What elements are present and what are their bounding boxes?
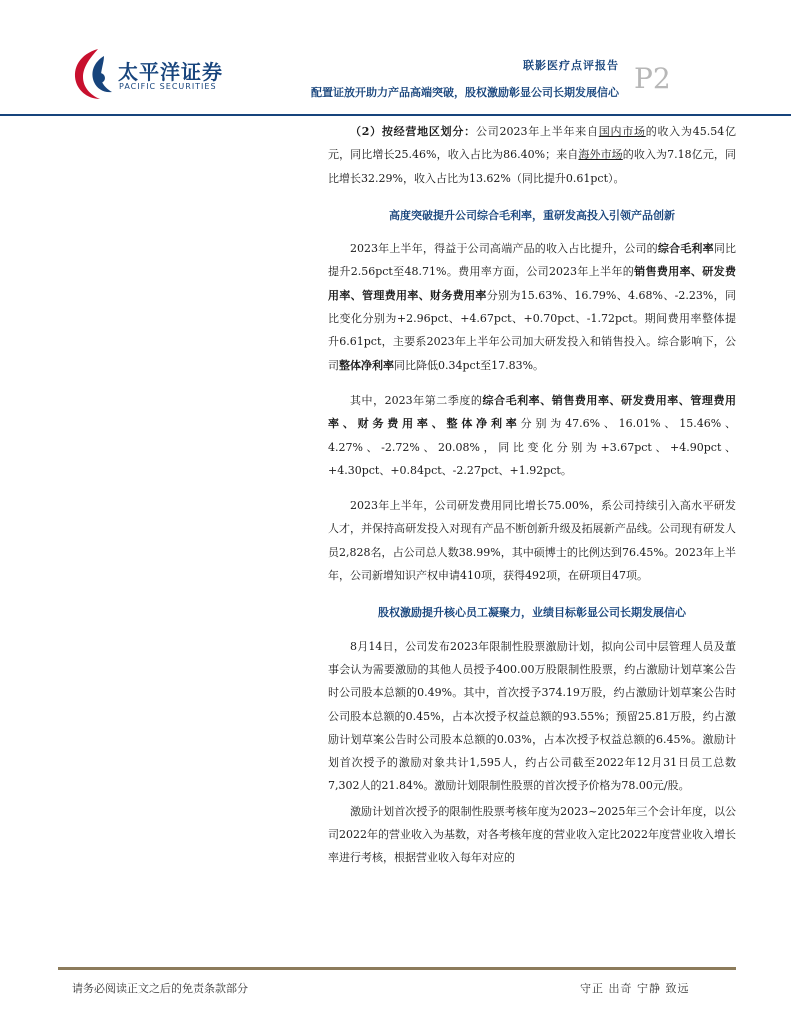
header-divider	[0, 114, 791, 116]
paragraph-incentive-target: 激励计划首次授予的限制性股票考核年度为2023~2025年三个会计年度，以公司2022年的营业收入为基数，对各考核年度的营业收入定比2022年度营业收入增长率进行考核，根据营业收入每年对应的	[328, 804, 736, 865]
logo-emblem-icon	[70, 46, 116, 102]
domestic-market-term: 国内市场	[598, 125, 646, 138]
footer-divider	[58, 967, 736, 970]
paragraph-incentive-plan: 8月14日，公司发布2023年限制性股票激励计划，拟向公司中层管理人员及董事会认为需要激励的其他人员授予400.00万股限制性股票，约占激励计划草案公告时公司股本总额的0.49%。其中，首次授予374.19万股，约占激励计划草案公告时公司股本总额的0.45%，占本次授予权益总额的93.55%；预留25.81万股，约占激励计划草案公告时公司股本总额的0.03%，占本次授予权益总额的6.45%。激励计划首次授予的激励对象共计1,595人，约占公司截至2022年12月31日员工总数7,302人的21.84%。激励计划限制性股票的首次授予价格为78.00元/股。	[328, 639, 736, 793]
paragraph-margin-expense: 2023年上半年，得益于公司高端产品的收入占比提升，公司的综合毛利率同比提升2.56pct至48.71%。费用率方面，公司2023年上半年的销售费用率、研发费用率、管理费用率、财务费用率分别为15.63%、16.79%、4.68%、-2.23%，同比变化分别为+2.96pct、+4.67pct、+0.70pct、-1.72pct。期间费用率整体提升6.61pct，主要系2023年上半年公司加大研发投入和销售投入。综合影响下，公司整体净利率同比降低0.34pct至17.83%。	[328, 242, 736, 372]
footer-motto: 守正 出奇 宁静 致远	[580, 982, 690, 995]
page-number: P2	[634, 62, 671, 95]
overseas-market-term: 海外市场	[578, 148, 623, 162]
paragraph-region-breakdown: （2）按经营地区划分：公司2023年上半年来自国内市场的收入为45.54亿元，同比增长25.46%，收入占比为86.40%；来自海外市场的收入为7.18亿元，同比增长32.29%，收入占比为13.62%（同比提升0.61pct）。	[328, 125, 737, 185]
report-type: 联影医疗点评报告	[523, 59, 619, 72]
logo-english-name: PACIFIC SECURITIES	[119, 82, 217, 91]
logo-chinese-name: 太平洋证券	[118, 60, 223, 84]
section-heading-incentive: 股权激励提升核心员工凝聚力，业绩目标彰显公司长期发展信心	[378, 606, 686, 620]
paragraph-rnd: 2023年上半年，公司研发费用同比增长75.00%，系公司持续引入高水平研发人才，并保持高研发投入对现有产品不断创新升级及拓展新产品线。公司现有研发人员2,828名，占公司总人数38.99%，其中硕博士的比例达到76.45%。2023年上半年，公司新增知识产权申请410项，获得492项，在研项目47项。	[328, 499, 736, 583]
report-title: 配置证放开助力产品高端突破，股权激励彰显公司长期发展信心	[311, 86, 619, 99]
company-logo	[70, 46, 230, 102]
paragraph-lead: （2）按经营地区划分：	[350, 125, 476, 138]
footer-disclaimer: 请务必阅读正文之后的免责条款部分	[72, 982, 248, 995]
section-heading-margin: 高度突破提升公司综合毛利率，重研发高投入引领产品创新	[389, 208, 675, 222]
paragraph-q2: 其中，2023年第二季度的综合毛利率、销售费用率、研发费用率、管理费用率、财务费用率、整体净利率分别为47.6%、16.01%、15.46%、4.27%、-2.72%、20.08%，同比变化分别为+3.67pct、+4.90pct、+4.30pct、+0.84pct、-2.27pct、+1.92pct。	[328, 393, 736, 477]
report-body	[328, 120, 736, 870]
